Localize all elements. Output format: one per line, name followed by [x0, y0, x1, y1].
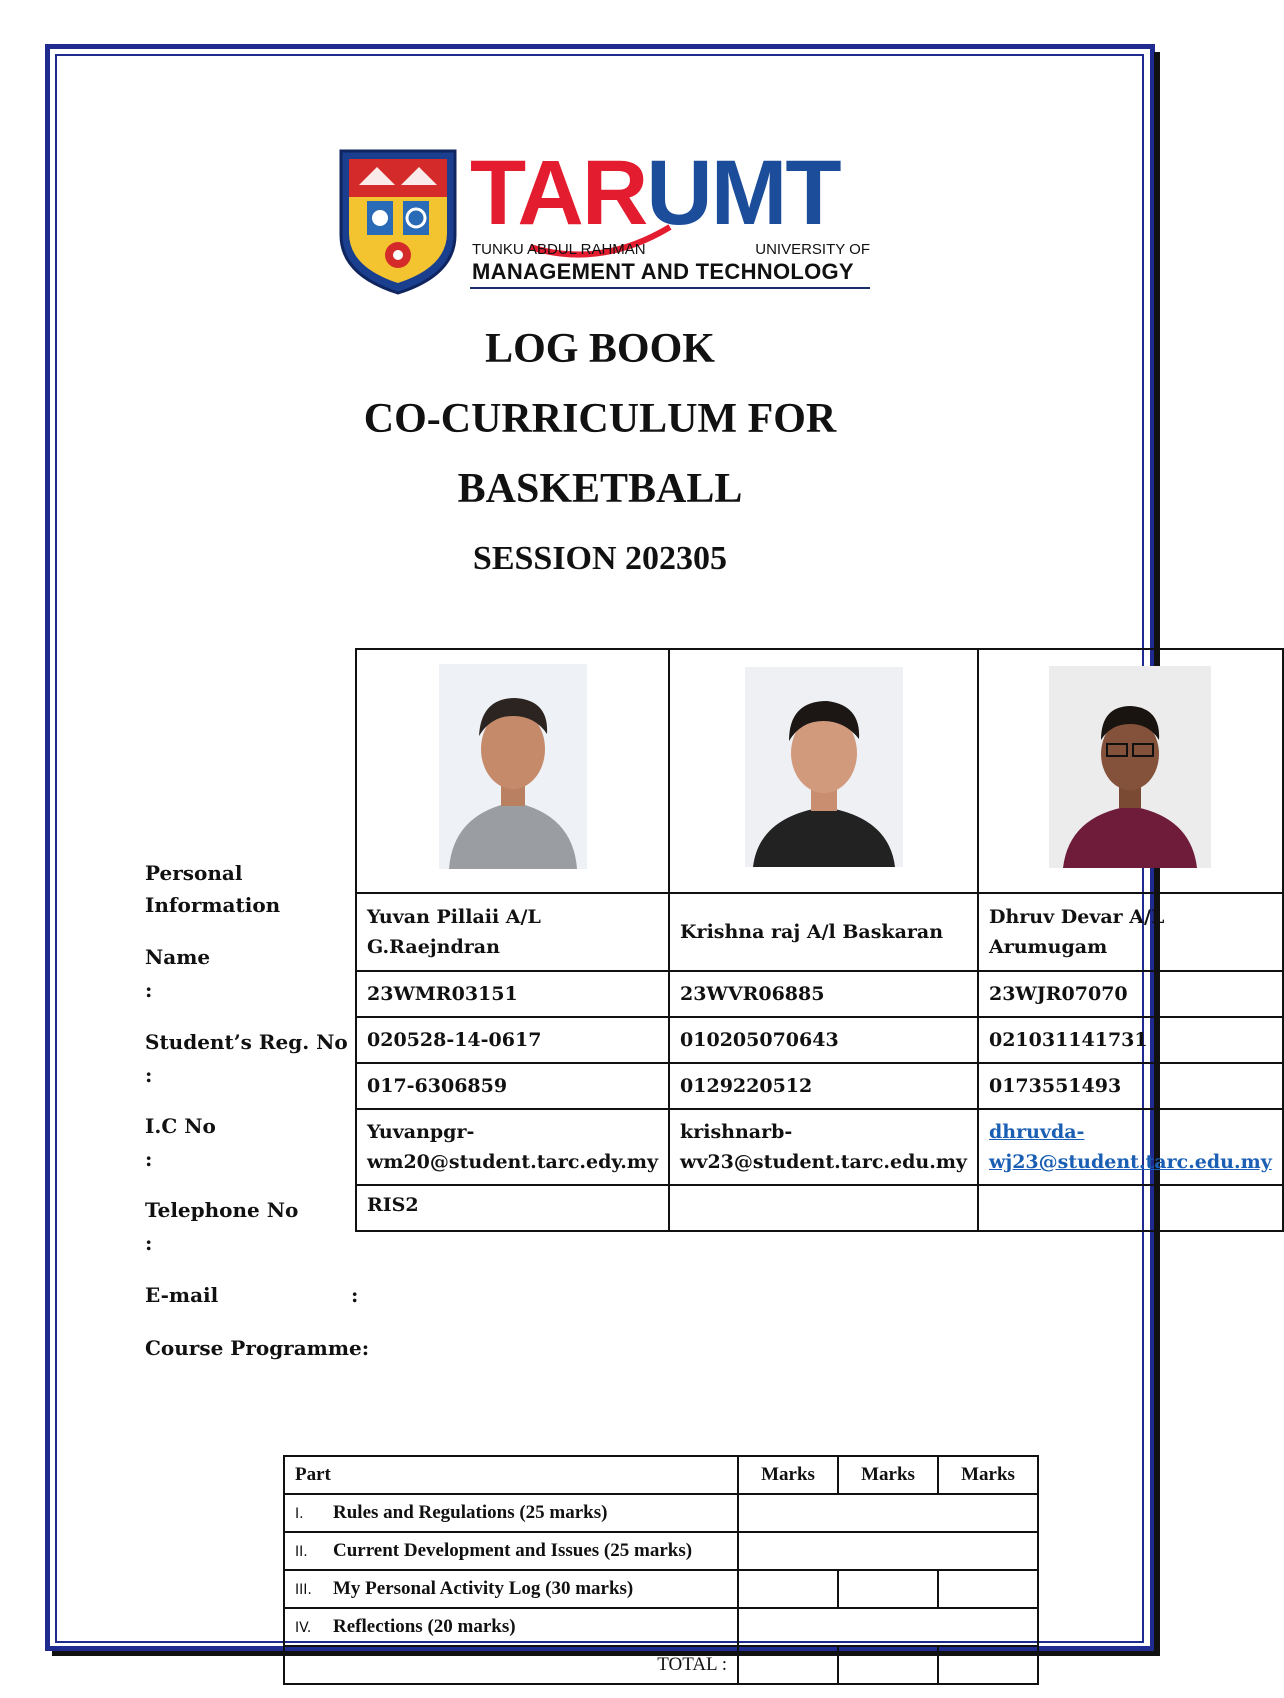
part-label: My Personal Activity Log (30 marks)	[333, 1578, 634, 1599]
student-phone: 0173551493	[978, 1063, 1283, 1109]
marks-row	[284, 1532, 1038, 1570]
student-ic-no: 010205070643	[669, 1017, 978, 1063]
marks-row-label	[284, 1608, 738, 1646]
student-photo-1	[439, 664, 587, 869]
marks-header-part: Part	[284, 1456, 738, 1494]
course-row	[356, 1185, 1283, 1231]
email-link-part-a[interactable]: dhruvda-	[988, 1121, 1085, 1143]
marks-row-label	[284, 1532, 738, 1570]
total-cell	[838, 1646, 938, 1684]
logo-subtitle-right: UNIVERSITY OF	[755, 241, 870, 258]
student-email	[356, 1109, 669, 1185]
marks-total-row	[284, 1646, 1038, 1684]
student-ic-no: 021031141731	[978, 1017, 1283, 1063]
marks-header-row	[284, 1456, 1038, 1494]
email-row	[356, 1109, 1283, 1185]
student-email	[669, 1109, 978, 1185]
student-course: RIS2	[356, 1185, 669, 1231]
brand-ta: TA	[470, 142, 582, 244]
roman-numeral: IV.	[295, 1620, 312, 1636]
student-ic-no: 020528-14-0617	[356, 1017, 669, 1063]
roman-numeral: II.	[295, 1544, 308, 1560]
student-photo-cell	[978, 649, 1283, 893]
email-link-part-b[interactable]: wj23@student.tarc.edu.my	[988, 1151, 1272, 1173]
label-ic-no-colon: :	[145, 1147, 153, 1171]
marks-row	[284, 1608, 1038, 1646]
logo-subtitle-main: MANAGEMENT AND TECHNOLOGY	[472, 259, 854, 284]
ic-no-row	[356, 1017, 1283, 1063]
label-ic-no: I.C No	[145, 1114, 216, 1138]
marks-row	[284, 1494, 1038, 1532]
label-email-colon: :	[351, 1283, 359, 1307]
brand-swoosh-icon	[470, 207, 870, 267]
marks-header-marks: Marks	[838, 1456, 938, 1494]
title-session: SESSION 202305	[472, 540, 728, 577]
email-part-b: wv23@student.tarc.edu.my	[680, 1151, 967, 1173]
reg-no-row	[356, 971, 1283, 1017]
student-name: Dhruv Devar A/L Arumugam	[978, 893, 1283, 971]
student-reg-no: 23WMR03151	[356, 971, 669, 1017]
brand-umt: UMT	[646, 142, 840, 244]
student-info-table	[355, 648, 1284, 1232]
label-telephone-colon: :	[145, 1231, 153, 1255]
marks-cell	[738, 1570, 838, 1608]
part-label: Rules and Regulations (25 marks)	[333, 1502, 608, 1523]
marks-cell	[938, 1570, 1038, 1608]
marks-cell	[838, 1570, 938, 1608]
email-part-a: Yuvanpgr-	[367, 1121, 475, 1143]
student-photo-2	[745, 667, 903, 867]
marks-cell	[738, 1494, 1038, 1532]
part-label: Current Development and Issues (25 marks)	[333, 1540, 693, 1561]
total-cell	[738, 1646, 838, 1684]
name-row	[356, 893, 1283, 971]
label-reg-no-colon: :	[145, 1063, 153, 1087]
university-logo	[337, 142, 870, 307]
title-co-curriculum: CO-CURRICULUM FOR	[363, 396, 837, 442]
student-reg-no: 23WJR07070	[978, 971, 1283, 1017]
total-label: TOTAL :	[284, 1646, 738, 1684]
label-telephone: Telephone No	[145, 1198, 299, 1222]
phone-row	[356, 1063, 1283, 1109]
title-log-book: LOG BOOK	[485, 326, 715, 372]
part-label: Reflections (20 marks)	[333, 1616, 516, 1637]
student-name: Krishna raj A/l Baskaran	[669, 893, 978, 971]
roman-numeral: I.	[295, 1506, 304, 1522]
student-name: Yuvan Pillaii A/L G.Raejndran	[356, 893, 669, 971]
student-email-link[interactable]	[978, 1109, 1283, 1185]
student-phone: 017-6306859	[356, 1063, 669, 1109]
marks-cell	[738, 1532, 1038, 1570]
university-crest-icon	[337, 147, 459, 295]
student-photo-cell	[356, 649, 669, 893]
email-part-a: krishnarb-	[680, 1121, 793, 1143]
brand-r: R	[581, 142, 647, 244]
label-name-colon: :	[145, 978, 153, 1002]
total-cell	[938, 1646, 1038, 1684]
student-reg-no: 23WVR06885	[669, 971, 978, 1017]
label-course: Course Programme:	[145, 1336, 370, 1360]
roman-numeral: III.	[295, 1582, 312, 1598]
wordmark	[470, 142, 870, 307]
student-course	[669, 1185, 978, 1231]
student-photo-cell	[669, 649, 978, 893]
label-name: Name	[145, 945, 211, 969]
student-course	[978, 1185, 1283, 1231]
marks-row-label	[284, 1494, 738, 1532]
title-basketball: BASKETBALL	[457, 466, 743, 512]
logo-rule	[470, 287, 870, 289]
marks-row-label	[284, 1570, 738, 1608]
label-email: E-mail	[145, 1283, 219, 1307]
marks-row	[284, 1570, 1038, 1608]
email-part-b: wm20@student.tarc.edy.my	[367, 1151, 659, 1173]
marks-header-marks: Marks	[738, 1456, 838, 1494]
student-phone: 0129220512	[669, 1063, 978, 1109]
marks-table	[283, 1455, 1039, 1685]
marks-header-marks: Marks	[938, 1456, 1038, 1494]
marks-cell	[738, 1608, 1038, 1646]
label-personal: Personal	[145, 861, 243, 885]
label-reg-no: Student’s Reg. No	[145, 1030, 348, 1054]
student-photo-3	[1049, 666, 1211, 868]
logo-subtitle-left: TUNKU ABDUL RAHMAN	[472, 241, 646, 258]
label-information: Information	[145, 893, 281, 917]
photo-row	[356, 649, 1283, 893]
